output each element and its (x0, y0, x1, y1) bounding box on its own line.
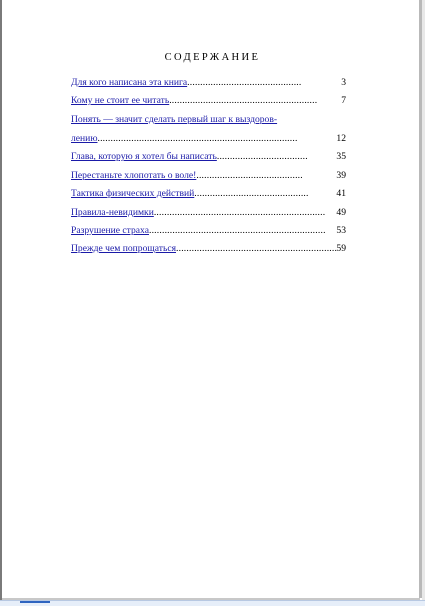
toc-entry (71, 207, 346, 219)
dot-leader: ......................................... (196, 170, 303, 181)
toc-page-number: 39 (336, 170, 346, 181)
dot-leader: .................................................................... (148, 225, 326, 236)
dot-leader: ............................................ (187, 77, 302, 88)
toc-link[interactable]: Прежде чем попрощаться (71, 243, 176, 254)
toc-entry (71, 243, 346, 255)
toc-entry (71, 95, 346, 107)
toc-page-number: 35 (336, 151, 346, 162)
status-bar-accent (20, 601, 50, 603)
toc-link[interactable]: Глава, которую я хотел бы написать (71, 151, 217, 162)
toc-page-number: 12 (336, 133, 346, 144)
toc-entry (71, 225, 346, 237)
toc-entry (71, 170, 346, 182)
toc-link[interactable]: Правила-невидимки (71, 207, 154, 218)
toc-page-number: 7 (341, 95, 346, 106)
toc-link[interactable]: Тактика физических действий (71, 188, 195, 199)
toc-entry (71, 188, 346, 200)
toc-entry (71, 151, 346, 163)
toc-page-number: 3 (341, 77, 346, 88)
toc-entry (71, 77, 346, 89)
toc-page-number: 53 (336, 225, 346, 236)
page-right-edge (419, 0, 422, 598)
toc-link[interactable]: Разрушение страха (71, 225, 149, 236)
toc-link-continuation[interactable]: лению (71, 133, 98, 144)
page-left-edge (0, 0, 2, 606)
dot-leader: ................................... (216, 151, 308, 162)
dot-leader: ......................................................... (169, 95, 318, 106)
dot-leader: ............................................ (194, 188, 309, 199)
toc-page-number: 41 (336, 188, 346, 199)
toc-link[interactable]: Понять — значит сделать первый шаг к выздоров- (71, 114, 278, 125)
toc-link[interactable]: Перестаньте хлопотать о воле! (71, 170, 197, 181)
dot-leader: .............................................................. (176, 243, 338, 254)
toc-page-number: 59 (336, 243, 346, 254)
toc-link[interactable]: Для кого написана эта книга (71, 77, 188, 88)
toc-link[interactable]: Кому не стоит ее читать (71, 95, 170, 106)
toc-page-number: 49 (336, 207, 346, 218)
dot-leader: ............................................................................. (97, 133, 298, 144)
toc-heading: СОДЕРЖАНИЕ (164, 52, 261, 63)
toc-entry (71, 114, 346, 145)
dot-leader: .................................................................. (153, 207, 326, 218)
status-bar (0, 600, 425, 606)
